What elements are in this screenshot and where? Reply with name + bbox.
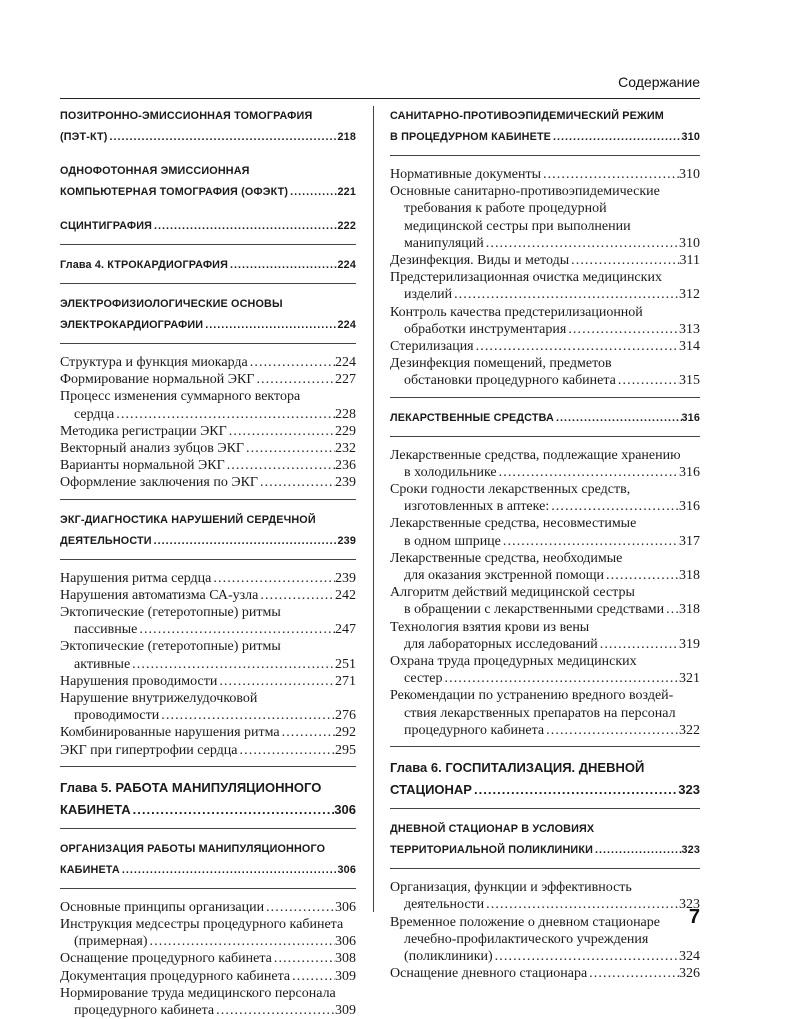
toc-page-number: 228 [335,406,356,422]
toc-entry[interactable] [60,570,356,587]
toc-entry-text: Алгоритм действий медицинской сестры [390,585,635,601]
toc-entry-text: Охрана труда процедурных медицинских [390,654,637,670]
dot-leader [587,965,679,982]
toc-entry-text: Дезинфекция. Виды и методы [390,253,570,269]
header-title: Содержание [618,74,700,90]
toc-entry[interactable] [390,338,700,355]
dot-leader [484,235,679,252]
toc-entry-text: Контроль качества предстерилизационной [390,304,643,320]
toc-entry-text: Документация процедурного кабинета [60,968,291,984]
dot-leader [114,406,335,423]
toc-page-number: 276 [335,708,356,724]
toc-entry-text: ДЕЯТЕЛЬНОСТИ [60,534,152,547]
toc-entry-text: СЦИНТИГРАФИЯ [60,220,153,232]
toc-entry-text: Нарушения ритма сердца [60,570,212,586]
toc-entry[interactable] [60,388,356,422]
dot-leader [248,354,335,371]
toc-page-number: 323 [678,782,700,798]
toc-entry-text: Нормативные документы [390,167,541,182]
toc-entry-text: Основные санитарно-противоэпидемические [390,184,660,200]
toc-right-column [390,106,700,982]
toc-page-number: 315 [679,373,700,389]
toc-entry[interactable] [390,687,700,739]
toc-page-number: 322 [679,722,700,738]
toc-page-number: 321 [679,671,700,687]
toc-entry[interactable] [390,183,700,252]
toc-entry-text: ЭКГ-ДИАГНОСТИКА НАРУШЕНИЙ СЕРДЕЧНОЙ [60,513,316,526]
toc-section [60,294,356,344]
toc-entry[interactable] [390,252,700,269]
toc-entry[interactable] [60,742,356,759]
toc-page-number: 310 [679,167,700,182]
toc-section-heading[interactable] [60,255,356,276]
dot-leader [290,968,335,985]
toc-entry-text: изделий [404,287,453,303]
dot-leader [107,127,337,148]
toc-section [60,255,356,284]
toc-section [60,106,356,148]
toc-entry-text: (примерная) [74,934,148,950]
toc-section [60,777,356,829]
toc-page-number: 251 [335,656,356,672]
toc-entry[interactable] [390,914,700,966]
dot-leader [598,636,679,653]
toc-section [390,166,700,398]
toc-page-number: 229 [335,423,356,439]
toc-entry[interactable] [390,653,700,687]
dot-leader [484,896,679,913]
toc-section-heading[interactable] [60,839,356,881]
toc-page-number: 224 [335,355,356,370]
toc-page-number: 312 [679,287,700,303]
toc-page-number: 317 [679,533,700,549]
dot-leader [474,338,679,355]
toc-entry-text: Лекарственные средства, необходимые [390,550,623,566]
dot-leader [551,127,681,148]
toc-page-number: 311 [679,253,700,269]
toc-section [390,408,700,437]
dot-leader [569,252,679,269]
toc-section [60,354,356,500]
toc-entry-text: Глава 4. КТРОКАРДИОГРАФИЯ [60,259,229,271]
page-number: 7 [688,906,700,928]
toc-entry-text: лечебно-профилактического учреждения [404,931,649,947]
toc-entry-text: (ПЭТ-КТ) [60,131,108,143]
toc-page-number: 310 [681,131,700,143]
toc-left-column [60,106,356,1019]
toc-entry-text: манипуляций [404,235,484,251]
toc-section [60,216,356,245]
toc-entry-text: Структура и функция миокарда [60,355,248,370]
toc-entry-text: Векторный анализ зубцов ЭКГ [60,441,244,457]
toc-entry-text: ПОЗИТРОННО-ЭМИССИОННАЯ ТОМОГРАФИЯ [60,110,313,122]
dot-leader [566,321,679,338]
toc-entry-text: Технология взятия крови из вены [390,619,590,635]
toc-entry-text: проводимости [74,708,160,724]
toc-page-number: 221 [337,186,356,198]
toc-page-number: 295 [335,742,356,758]
toc-entry-text: СТАЦИОНАР [390,782,472,798]
dot-leader [472,779,678,801]
dot-leader [258,474,335,491]
toc-entry-text: Основные принципы организации [60,899,265,915]
dot-leader [258,587,335,604]
toc-entry[interactable] [60,638,356,672]
toc-entry-text: пассивные [74,622,138,638]
toc-page-number: 318 [679,568,700,584]
toc-page-number: 239 [335,475,356,491]
toc-page-number: 306 [334,801,356,817]
toc-entry[interactable] [60,673,356,690]
toc-entry[interactable] [60,371,356,388]
dot-leader [238,742,335,759]
toc-page-number: 271 [335,673,356,689]
dot-leader [288,182,337,203]
toc-page-number: 319 [679,636,700,652]
dot-leader [501,533,679,550]
dot-leader [493,948,679,965]
toc-entry[interactable] [60,474,356,491]
toc-page-number: 224 [337,319,356,331]
toc-section-heading[interactable] [60,294,356,336]
toc-entry[interactable] [60,950,356,967]
dot-leader [228,255,338,276]
dot-leader [497,464,679,481]
toc-entry-text: обработки инструментария [404,321,567,337]
dot-leader [443,670,680,687]
toc-entry-text: обстановки процедурного кабинета [404,373,616,389]
dot-leader [616,372,679,389]
toc-entry-text: для лабораторных исследований [404,636,598,652]
toc-entry-text: Глава 6. ГОСПИТАЛИЗАЦИЯ. ДНЕВНОЙ [390,760,645,776]
toc-page-number: 309 [335,1003,356,1019]
toc-section [390,879,700,982]
toc-entry-text: Оформление заключения по ЭКГ [60,475,259,491]
toc-entry[interactable] [60,985,356,1019]
dot-leader [452,286,679,303]
toc-entry-text: ТЕРРИТОРИАЛЬНОЙ ПОЛИКЛИНИКИ [390,844,593,857]
toc-entry-text: Процесс изменения суммарного вектора [60,389,301,405]
toc-page-number: 239 [337,534,356,547]
toc-section [390,447,700,747]
dot-leader [137,621,335,638]
toc-entry-text: активные [74,656,131,672]
toc-page-number: 292 [335,725,356,741]
dot-leader [130,656,335,673]
toc-entry[interactable] [390,355,700,389]
dot-leader [254,371,335,388]
toc-entry-text: ЭЛЕКТРОКАРДИОГРАФИИ [60,319,204,331]
dot-leader [120,860,338,881]
toc-entry-text: ОДНОФОТОННАЯ ЭМИССИОННАЯ [60,165,250,177]
toc-page-number: 309 [335,968,356,984]
toc-entry-text: Варианты нормальной ЭКГ [60,458,225,474]
toc-page-number: 323 [679,897,700,913]
toc-section [60,899,356,1019]
toc-entry-text: сердца [74,406,115,422]
toc-entry[interactable] [390,447,700,481]
toc-page-number: 316 [681,411,700,424]
dot-leader [244,440,335,457]
toc-entry-text: Сроки годности лекарственных средств, [390,482,631,498]
dot-leader [554,408,682,429]
toc-entry-text: требования к работе процедурной [404,201,607,217]
toc-entry[interactable] [390,879,700,913]
toc-entry[interactable] [60,899,356,916]
toc-entry[interactable] [60,440,356,457]
toc-entry-text: в одном шприце [404,533,501,549]
toc-entry[interactable] [390,269,700,303]
dot-leader [604,567,679,584]
toc-entry[interactable] [390,550,700,584]
toc-entry[interactable] [390,584,700,618]
toc-entry-text: Стерилизация [390,339,474,355]
toc-page-number: 316 [679,464,700,480]
toc-entry[interactable] [60,587,356,604]
toc-entry[interactable] [60,457,356,474]
toc-entry-text: деятельности [404,897,485,913]
toc-page-number: 306 [335,899,356,915]
dot-leader [159,707,335,724]
toc-section-heading[interactable] [390,819,700,861]
toc-entry[interactable] [390,965,700,982]
toc-entry-text: Комбинированные нарушения ритма [60,725,280,741]
toc-entry-text: ЭЛЕКТРОФИЗИОЛОГИЧЕСКИЕ ОСНОВЫ [60,298,283,310]
toc-entry-text: процедурного кабинета [74,1003,215,1019]
toc-section [60,161,356,203]
toc-entry-text: Оснащение процедурного кабинета [60,951,272,967]
dot-leader [544,722,679,739]
toc-entry-text: Нормирование труда медицинского персонала [60,985,336,1001]
toc-entry[interactable] [390,619,700,653]
toc-entry[interactable] [390,166,700,183]
toc-entry[interactable] [390,304,700,338]
toc-entry-text: Нарушения проводимости [60,673,218,689]
toc-entry[interactable] [390,481,700,515]
toc-chapter-heading[interactable] [390,757,700,801]
toc-entry[interactable] [60,968,356,985]
dot-leader [217,673,335,690]
toc-page-number: 222 [337,220,356,232]
toc-section-heading[interactable] [60,510,356,552]
toc-page-number: 314 [679,339,700,355]
dot-leader [152,531,338,552]
toc-entry-text: Рекомендации по устранению вредного воздей- [390,688,674,704]
dot-leader [264,899,335,916]
toc-section [60,839,356,889]
toc-entry-text: САНИТАРНО-ПРОТИВОЭПИДЕМИЧЕСКИЙ РЕЖИМ [390,110,664,122]
dot-leader [549,498,679,515]
toc-page-number: 323 [681,844,700,857]
toc-entry[interactable] [390,515,700,549]
toc-entry[interactable] [60,604,356,638]
running-header [60,72,700,99]
toc-entry-text: для оказания экстренной помощи [404,568,605,584]
dot-leader [272,950,335,967]
toc-entry-text: Организация, функции и эффективность [390,880,632,896]
toc-page-number: 236 [335,458,356,474]
toc-entry-text: Лекарственные средства, несовместимые [390,516,637,532]
toc-entry[interactable] [60,690,356,724]
toc-entry-text: в обращении с лекарственными средствами [404,602,665,618]
toc-section [60,510,356,560]
toc-page-number: 224 [337,259,356,271]
toc-entry-text: ОРГАНИЗАЦИЯ РАБОТЫ МАНИПУЛЯЦИОННОГО [60,842,326,855]
toc-entry-text: Эктопические (гетеротопные) ритмы [60,639,281,655]
dot-leader [225,457,335,474]
toc-entry-text: Предстерилизационная очистка медицинских [390,270,662,286]
toc-entry-text: процедурного кабинета [404,722,545,738]
toc-page-number: 306 [337,863,356,876]
toc-page-number: 316 [679,499,700,515]
toc-page-number: 326 [679,966,700,982]
toc-entry-text: Инструкция медсестры процедурного кабинета [60,917,344,933]
toc-entry[interactable] [60,724,356,741]
toc-page-number: 310 [679,235,700,251]
toc-entry-text: ДНЕВНОЙ СТАЦИОНАР В УСЛОВИЯХ [390,823,595,836]
column-divider [373,106,374,912]
toc-section-heading[interactable] [60,106,356,148]
toc-section-heading[interactable] [60,161,356,203]
toc-section [390,106,700,156]
dot-leader [203,315,337,336]
toc-entry-text: ствия лекарственных препаратов на персонал [404,705,676,721]
dot-leader [211,570,335,587]
toc-entry[interactable] [60,423,356,440]
toc-entry-text: Глава 5. РАБОТА МАНИПУЛЯЦИОННОГО [60,779,322,795]
toc-page-number: 313 [679,321,700,337]
dot-leader [214,1002,335,1019]
toc-section-heading[interactable] [390,408,700,429]
toc-entry[interactable] [60,354,356,371]
toc-entry-text: изготовленных в аптеке: [404,499,550,515]
toc-page-number: 318 [679,602,700,618]
toc-entry-text: Нарушение внутрижелудочковой [60,691,258,707]
toc-entry-text: В ПРОЦЕДУРНОМ КАБИНЕТЕ [390,131,552,143]
toc-entry-text: Дезинфекция помещений, предметов [390,356,612,372]
toc-entry-text: ЭКГ при гипертрофии сердца [60,742,238,758]
toc-page-number: 239 [335,570,356,586]
toc-entry-text: КОМПЬЮТЕРНАЯ ТОМОГРАФИЯ (ОФЭКТ) [60,186,289,198]
toc-entry-text: Лекарственные средства, подлежащие хранению [390,447,681,463]
toc-chapter-heading[interactable] [60,777,356,821]
dot-leader [280,724,335,741]
dot-leader [593,840,682,861]
toc-page-number: 232 [335,441,356,457]
toc-page-number: 247 [335,622,356,638]
toc-entry-text: КАБИНЕТА [60,863,120,876]
toc-section [60,570,356,767]
toc-page-number: 218 [337,131,356,143]
toc-entry-text: КАБИНЕТА [60,801,131,817]
toc-page-number: 324 [679,948,700,964]
toc-page-number: 308 [335,951,356,967]
toc-page-number: 306 [335,934,356,950]
toc-entry-text: в холодильнике [404,464,497,480]
toc-entry-text: Оснащение дневного стационара [390,966,588,982]
dot-leader [664,601,679,618]
dot-leader [152,216,337,237]
toc-section [390,819,700,869]
dot-leader [227,423,335,440]
toc-entry-text: медицинской сестры при выполнении [404,218,631,234]
toc-page-number: 242 [335,587,356,603]
toc-entry-text: сестер [404,671,443,687]
toc-entry-text: Формирование нормальной ЭКГ [60,372,255,388]
toc-entry-text: Временное положение о дневном стационаре [390,914,660,930]
toc-entry[interactable] [60,916,356,950]
toc-section [390,757,700,809]
toc-entry-text: ЛЕКАРСТВЕННЫЕ СРЕДСТВА [390,411,554,424]
dot-leader [131,799,335,821]
toc-entry-text: Эктопические (гетеротопные) ритмы [60,605,281,621]
toc-section-heading[interactable] [390,106,700,148]
dot-leader [541,166,679,183]
toc-entry-text: Методика регистрации ЭКГ [60,423,227,439]
toc-section-heading[interactable] [60,216,356,237]
toc-entry-text: (поликлиники) [404,948,493,964]
toc-page-number: 227 [335,372,356,388]
dot-leader [148,933,335,950]
toc-entry-text: Нарушения автоматизма СА-узла [60,587,259,603]
